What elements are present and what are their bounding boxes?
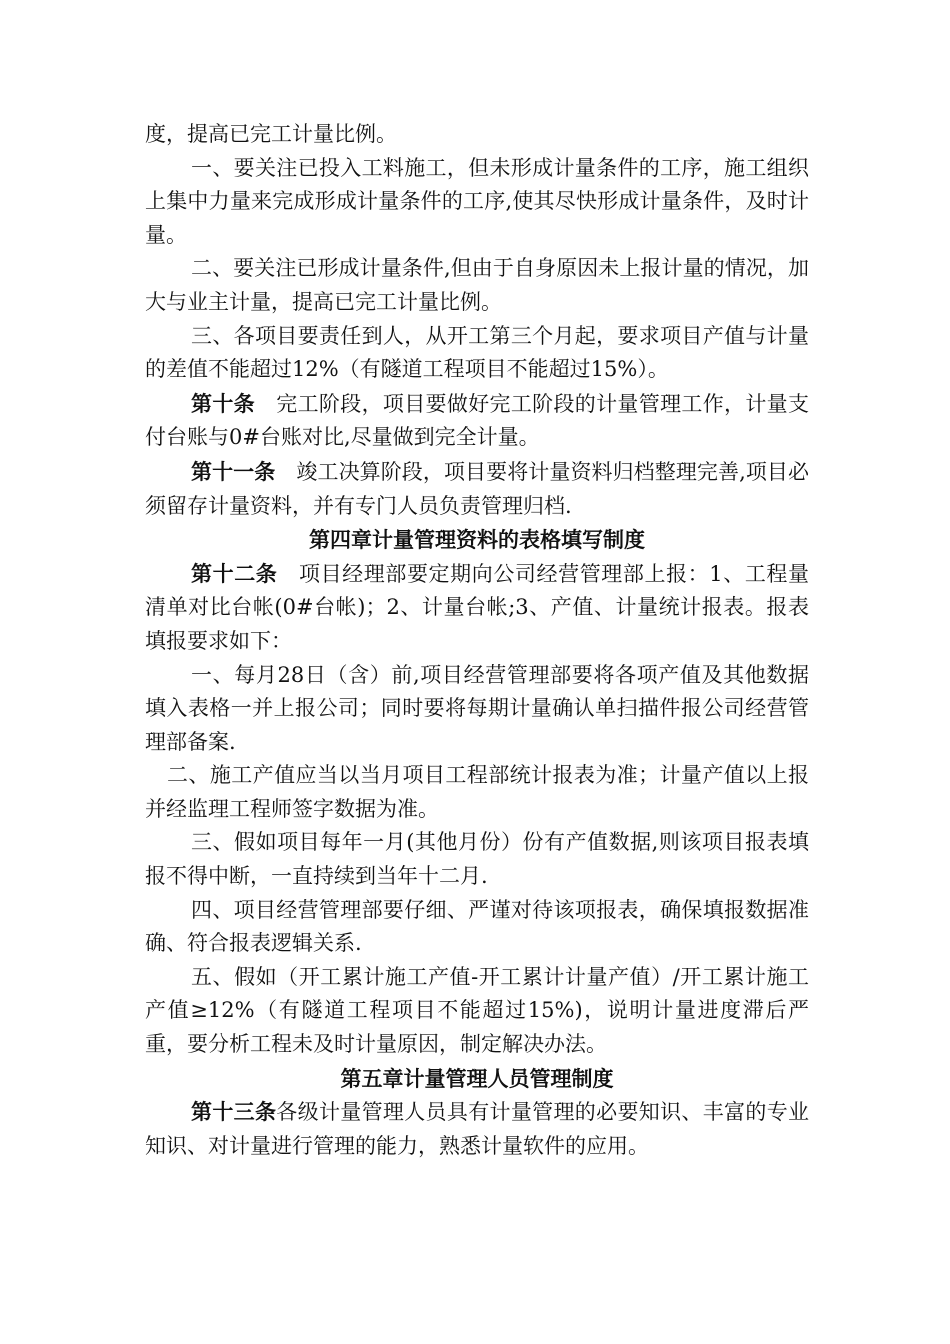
article-12-label: 第十二条 bbox=[191, 560, 278, 586]
paragraph-item-1: 一、要关注已投入工料施工，但未形成计量条件的工序，施工组织上集中力量来完成形成计量条件的工序,使其尽快形成计量条件，及时计量。 bbox=[145, 155, 809, 247]
document-body bbox=[145, 118, 809, 1163]
article-11-label: 第十一条 bbox=[191, 458, 276, 484]
paragraph-continuation: 度，提高已完工计量比例。 bbox=[145, 122, 397, 146]
article-12 bbox=[145, 557, 809, 659]
article-12-item-5: 五、假如（开工累计施工产值-开工累计计量产值）/开工累计施工产值≥12%（有隧道工程项目不能超过15%)，说明计量进度滞后严重，要分析工程未及时计量原因，制定解决办法。 bbox=[145, 964, 809, 1057]
article-12-text: 项目经理部要定期向公司经营管理部上报：1、工程量清单对比台帐(0#台帐)；2、计量台帐;3、产值、计量统计报表。报表填报要求如下： bbox=[145, 561, 810, 653]
article-13-text: 各级计量管理人员具有计量管理的必要知识、丰富的专业知识、对计量进行管理的能力，熟悉计量软件的应用。 bbox=[145, 1100, 810, 1158]
article-10-label: 第十条 bbox=[191, 390, 255, 416]
article-13-label: 第十三条 bbox=[191, 1099, 277, 1125]
article-12-item-4: 四、项目经营管理部要仔细、严谨对待该项报表，确保填报数据准确、符合报表逻辑关系. bbox=[145, 897, 809, 956]
article-11-text: 竣工决算阶段，项目要将计量资料归档整理完善,项目必须留存计量资料，并有专门人员负责管理归档. bbox=[145, 459, 809, 518]
article-12-item-3: 三、假如项目每年一月(其他月份）份有产值数据,则该项目报表填报不得中断，一直持续到当年十二月. bbox=[145, 830, 809, 889]
paragraph-item-2: 二、要关注已形成计量条件,但由于自身原因未上报计量的情况，加大与业主计量，提高已完工计量比例。 bbox=[145, 256, 809, 314]
article-10-text: 完工阶段，项目要做好完工阶段的计量管理工作，计量支付台账与0#台账对比,尽量做到完全计量。 bbox=[145, 391, 810, 450]
article-11 bbox=[145, 455, 809, 523]
chapter-4-heading: 第四章计量管理资料的表格填写制度 bbox=[309, 527, 645, 553]
article-10 bbox=[145, 387, 809, 455]
chapter-5-heading: 第五章计量管理人员管理制度 bbox=[340, 1065, 614, 1091]
article-12-item-2: 二、施工产值应当以当月项目工程部统计报表为准；计量产值以上报并经监理工程师签字数据为准。 bbox=[145, 763, 809, 821]
article-13 bbox=[145, 1095, 809, 1163]
paragraph-item-3: 三、各项目要责任到人，从开工第三个月起，要求项目产值与计量的差值不能超过12%（有隧道工程项目不能超过15%）。 bbox=[145, 323, 809, 382]
article-12-item-1: 一、每月28日（含）前,项目经营管理部要将各项产值及其他数据填入表格一并上报公司；同时要将每期计量确认单扫描件报公司经营管理部备案. bbox=[145, 662, 809, 754]
